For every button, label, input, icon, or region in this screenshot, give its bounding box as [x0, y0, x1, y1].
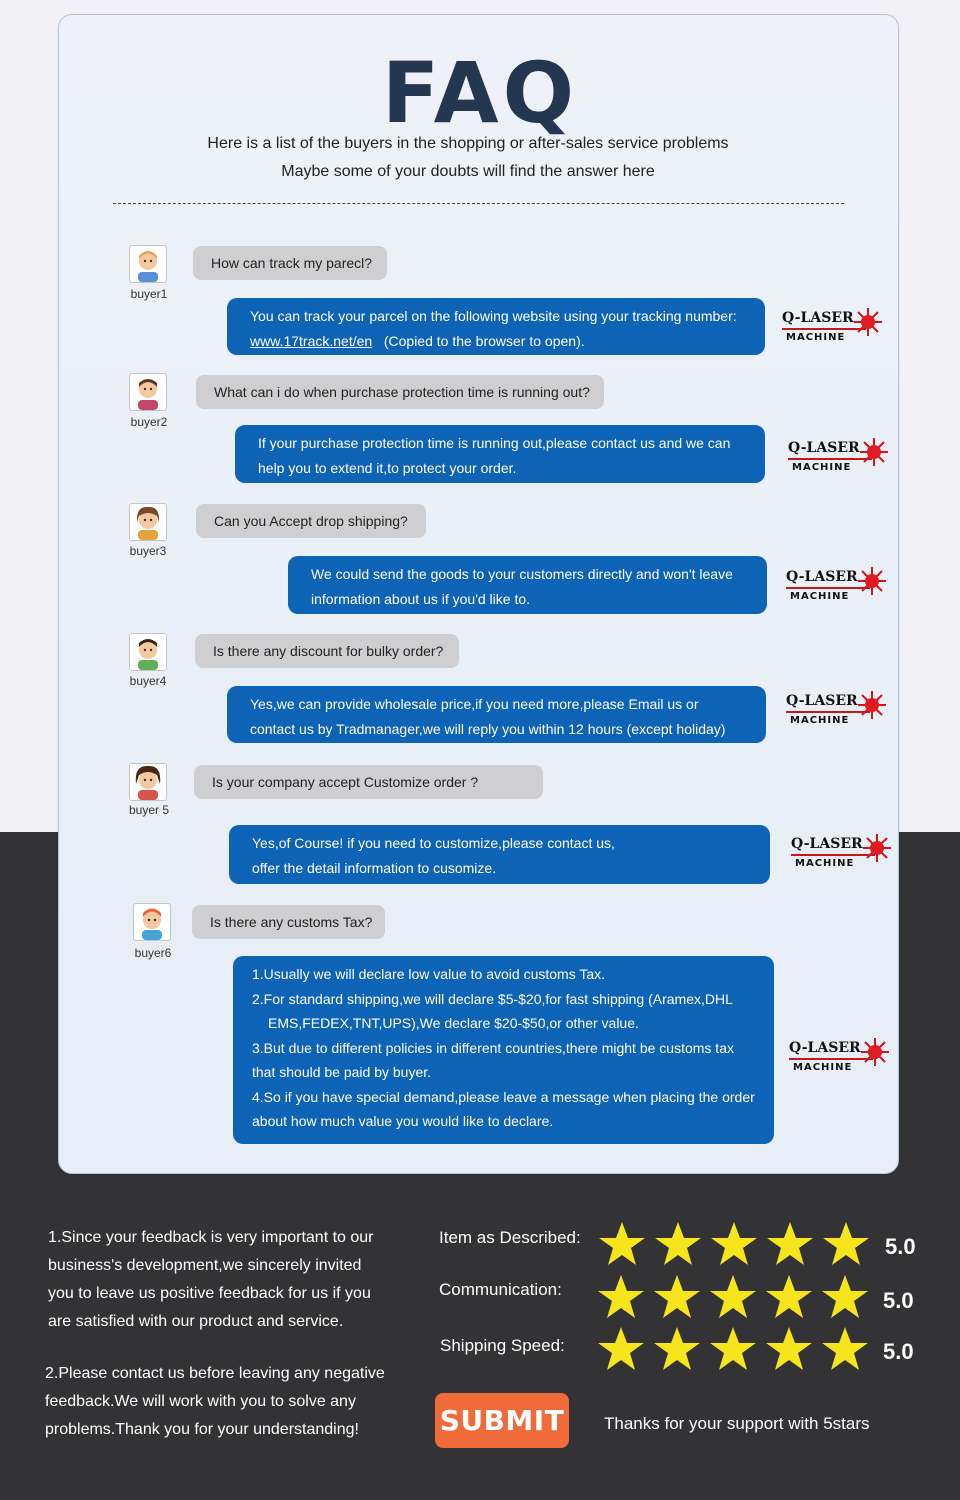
answer-1-bubble: [227, 298, 765, 355]
answer-6-line-4: 3.But due to different policies in different countries,there might be customs tax: [252, 1039, 734, 1056]
rating-stars-shipping-speed[interactable]: [597, 1326, 877, 1372]
q-laser-logo: [788, 438, 900, 500]
buyer6-avatar-icon: [133, 903, 171, 941]
star-icon: [597, 1274, 645, 1320]
q-laser-logo: [786, 567, 898, 629]
answer-1-link-suffix: (Copied to the browser to open).: [383, 333, 585, 349]
buyer6-name: buyer6: [134, 946, 172, 960]
laser-burst-icon: [852, 306, 884, 338]
logo-main-text: Q-LASER: [786, 569, 858, 585]
buyer2-name: buyer2: [130, 415, 168, 429]
answer-4-line-1: Yes,we can provide wholesale price,if you need more,please Email us or: [250, 696, 699, 712]
rating-stars-communication[interactable]: [597, 1274, 877, 1320]
q-laser-logo: [791, 834, 903, 896]
answer-6-line-2: 2.For standard shipping,we will declare $5-$20,for fast shipping (Aramex,DHL: [252, 990, 733, 1007]
star-icon: [709, 1326, 757, 1372]
logo-main-text: Q-LASER: [782, 310, 854, 326]
star-icon: [765, 1274, 813, 1320]
answer-6-line-6: 4.So if you have special demand,please leave a message when placing the order: [252, 1088, 755, 1105]
feedback-line: 1.Since your feedback is very important to our: [48, 1229, 374, 1246]
buyer3-name: buyer3: [129, 544, 167, 558]
submit-button[interactable]: SUBMIT: [435, 1393, 569, 1448]
rating-stars-item-described[interactable]: [598, 1221, 878, 1267]
buyer4-avatar-icon: [129, 633, 167, 671]
buyer5-avatar-icon: [129, 763, 167, 801]
faq-subtitle-1: Here is a list of the buyers in the shopping or after-sales service problems: [207, 135, 729, 152]
star-icon: [821, 1326, 869, 1372]
answer-2-bubble: [235, 425, 765, 483]
answer-2-line-2: help you to extend it,to protect your order.: [258, 460, 517, 476]
logo-sub-text: MACHINE: [790, 715, 850, 726]
question-2-bubble: What can i do when purchase protection time is running out?: [196, 375, 604, 409]
logo-sub-text: MACHINE: [795, 858, 855, 869]
rating-score-communication: 5.0: [883, 1288, 914, 1313]
logo-sub-text: MACHINE: [792, 462, 852, 473]
answer-6-line-3: EMS,FEDEX,TNT,UPS),We declare $20-$50,or other value.: [268, 1015, 639, 1031]
answer-3-bubble: [288, 556, 767, 614]
question-1-bubble: How can track my parecl?: [193, 246, 387, 280]
star-icon: [598, 1221, 646, 1267]
logo-sub-text: MACHINE: [790, 591, 850, 602]
star-icon: [653, 1326, 701, 1372]
buyer5-name: buyer 5: [128, 803, 170, 817]
rating-label-communication: Communication:: [439, 1280, 562, 1299]
buyer1-avatar-icon: [129, 245, 167, 283]
answer-1-line-1: You can track your parcel on the following website using your tracking number:: [250, 308, 737, 324]
laser-burst-icon: [856, 689, 888, 721]
divider: [113, 203, 844, 204]
star-icon: [653, 1274, 701, 1320]
question-6-bubble: Is there any customs Tax?: [192, 905, 385, 939]
star-icon: [822, 1221, 870, 1267]
star-icon: [654, 1221, 702, 1267]
buyer2-avatar-icon: [129, 373, 167, 411]
star-icon: [821, 1274, 869, 1320]
answer-6-line-7: about how much value you would like to declare.: [252, 1113, 554, 1129]
feedback-paragraph-1: [48, 1224, 374, 1336]
feedback-line: feedback.We will work with you to solve any: [45, 1393, 356, 1410]
tracking-link[interactable]: www.17track.net/en: [250, 333, 373, 349]
answer-6-line-5: that should be paid by buyer.: [252, 1064, 432, 1080]
buyer4-name: buyer4: [129, 674, 167, 688]
feedback-line: are satisfied with our product and service.: [48, 1313, 344, 1330]
answer-5-line-2: offer the detail information to cusomize.: [252, 860, 497, 876]
star-icon: [597, 1326, 645, 1372]
laser-burst-icon: [859, 1036, 891, 1068]
faq-title: FAQ: [381, 44, 579, 142]
star-icon: [710, 1221, 758, 1267]
logo-main-text: Q-LASER: [788, 440, 860, 456]
star-icon: [709, 1274, 757, 1320]
answer-4-line-2: contact us by Tradmanager,we will reply you within 12 hours (except holiday): [250, 721, 726, 737]
answer-3-line-1: We could send the goods to your customers directly and won't leave: [311, 566, 733, 582]
feedback-paragraph-2: [45, 1360, 385, 1444]
q-laser-logo: [786, 691, 898, 753]
logo-main-text: Q-LASER: [791, 836, 863, 852]
buyer1-name: buyer1: [130, 287, 168, 301]
logo-sub-text: MACHINE: [786, 332, 846, 343]
laser-burst-icon: [861, 832, 893, 864]
star-icon: [766, 1221, 814, 1267]
laser-burst-icon: [858, 436, 890, 468]
answer-2-line-1: If your purchase protection time is running out,please contact us and we can: [258, 435, 731, 451]
question-5-bubble: Is your company accept Customize order ?: [194, 765, 543, 799]
rating-score-shipping-speed: 5.0: [883, 1339, 914, 1364]
faq-subtitle-2: Maybe some of your doubts will find the answer here: [281, 163, 655, 180]
answer-4-bubble: [227, 686, 766, 743]
question-4-bubble: Is there any discount for bulky order?: [195, 634, 459, 668]
logo-sub-text: MACHINE: [793, 1062, 853, 1073]
rating-score-item-described: 5.0: [885, 1234, 916, 1259]
feedback-line: you to leave us positive feedback for us if you: [48, 1285, 371, 1302]
feedback-line: 2.Please contact us before leaving any negative: [45, 1365, 385, 1382]
star-icon: [765, 1326, 813, 1372]
answer-3-line-2: information about us if you'd like to.: [311, 591, 531, 607]
q-laser-logo: [789, 1038, 901, 1100]
rating-label-shipping-speed: Shipping Speed:: [440, 1336, 565, 1355]
answer-6-line-1: 1.Usually we will declare low value to avoid customs Tax.: [252, 966, 606, 982]
feedback-line: problems.Thank you for your understanding!: [45, 1421, 359, 1438]
answer-5-bubble: [229, 825, 770, 884]
logo-main-text: Q-LASER: [789, 1040, 861, 1056]
rating-label-item-described: Item as Described:: [439, 1228, 581, 1247]
thanks-text: Thanks for your support with 5stars: [604, 1414, 870, 1433]
q-laser-logo: [782, 308, 894, 370]
answer-5-line-1: Yes,of Course! if you need to customize,please contact us,: [252, 835, 615, 851]
answer-6-bubble: [233, 956, 774, 1144]
laser-burst-icon: [856, 565, 888, 597]
feedback-line: business's development,we sincerely invited: [48, 1257, 362, 1274]
question-3-bubble: Can you Accept drop shipping?: [196, 504, 426, 538]
logo-main-text: Q-LASER: [786, 693, 858, 709]
buyer3-avatar-icon: [129, 503, 167, 541]
